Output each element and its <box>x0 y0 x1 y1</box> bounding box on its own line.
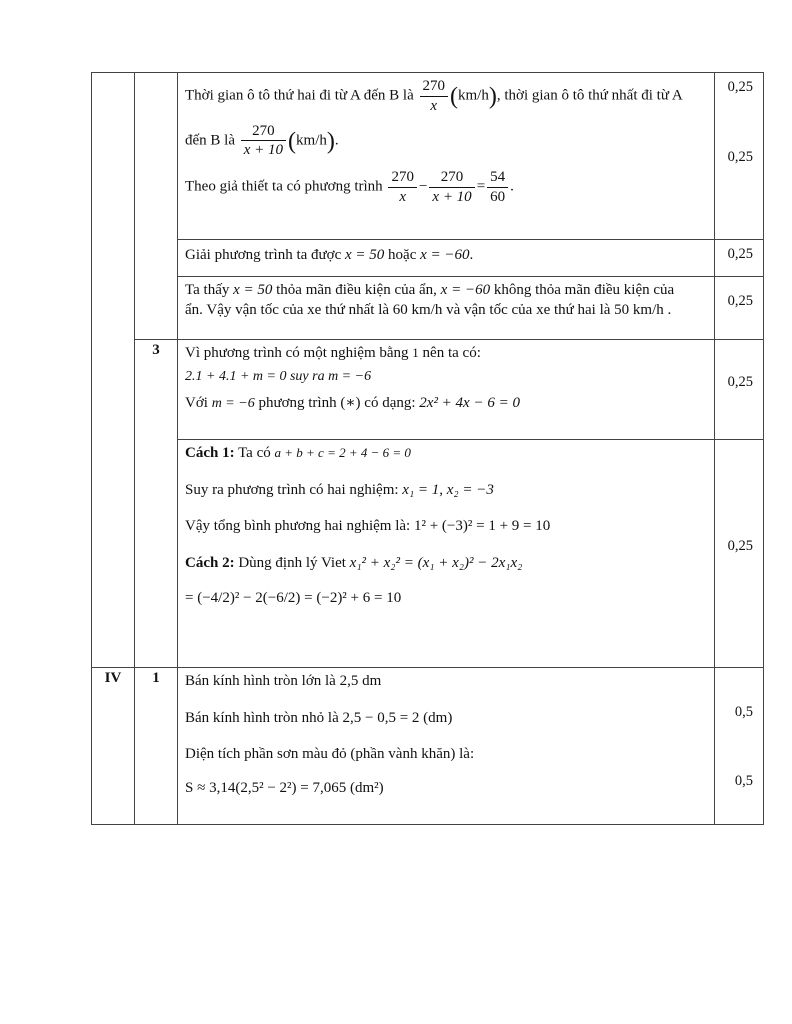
sub-number: 3 <box>135 340 178 668</box>
label: Cách 2: <box>185 554 235 571</box>
numerator: 270 <box>241 122 286 142</box>
math: 1² + (−3)² = 1 + 9 = 10 <box>413 518 551 534</box>
math: m = −6 <box>211 395 255 411</box>
text: Suy ra phương trình có hai nghiệm: <box>185 481 399 498</box>
table-row <box>92 440 764 668</box>
label: Cách 1: <box>185 445 235 461</box>
text: phương trình <box>258 394 337 411</box>
sub-cell-empty <box>135 73 178 340</box>
math: x = 50 <box>233 282 273 298</box>
sub-number: 1 <box>135 668 178 825</box>
text: , thời gian ô tô thứ nhất đi từ A <box>496 87 683 104</box>
content-cell: Thời gian ô tô thứ hai đi từ A đến B là $\frac{270}{x}$ (km/h), thời gian ô tô thứ nhất đi từ A đến B là $\frac{270}{x + 10}$ (km/h). Theo giả thiết ta có phương trình $\frac{270}{x}$ − $\frac{270}{x + 10}$ = $\frac{54}{60}$ . <box>178 73 715 240</box>
denominator: x <box>399 188 407 205</box>
unit: km/h <box>458 87 489 104</box>
table-row <box>92 73 764 240</box>
math: = (−4/2)² − 2(−6/2) = (−2)² + 6 = 10 <box>185 590 402 606</box>
text: Bán kính hình tròn lớn là 2,5 dm <box>185 673 382 689</box>
content-cell <box>178 277 715 340</box>
text: Giải phương trình ta được <box>185 247 342 263</box>
fraction <box>241 122 286 161</box>
math: x₁ = 1, x₂ = −3 <box>402 481 494 498</box>
math: x = −60 <box>420 247 470 263</box>
part-cell-empty <box>92 73 135 668</box>
score-cell <box>715 240 764 277</box>
text: hoặc <box>388 247 417 263</box>
text: Với <box>185 394 208 411</box>
table-row <box>92 240 764 277</box>
content-cell <box>178 240 715 277</box>
fraction <box>420 77 449 116</box>
math: x = −60 <box>440 282 491 298</box>
math: x = 50 <box>345 247 385 263</box>
text: nên ta có: <box>422 345 481 361</box>
denominator: 60 <box>490 188 506 205</box>
fraction <box>429 168 474 207</box>
math: a + b + c = 2 + 4 − 6 = 0 <box>274 445 411 460</box>
math: 2x² + 4x − 6 = 0 <box>419 394 520 411</box>
score: 0,5 <box>734 773 753 789</box>
math: (∗) <box>340 394 361 411</box>
score: 0,25 <box>727 293 753 309</box>
text: Bán kính hình tròn nhỏ là <box>185 709 339 726</box>
score-cell <box>715 440 764 668</box>
unit: km/h <box>296 132 327 149</box>
table-row <box>92 340 764 440</box>
fraction <box>487 168 508 207</box>
text: không thỏa mãn điều kiện của <box>493 282 675 298</box>
text: ẩn. Vậy vận tốc của xe thứ nhất là 60 km/h và vận tốc của xe thứ hai là 50 km/h . <box>185 301 672 318</box>
math: 2.1 + 4.1 + m = 0 suy ra m = −6 <box>185 368 372 384</box>
score-cell <box>715 340 764 440</box>
table-row <box>92 668 764 825</box>
text: có dạng: <box>364 394 416 411</box>
score: 0,25 <box>727 246 753 262</box>
text: Thời gian ô tô thứ hai đi từ A đến B là <box>185 87 414 104</box>
score: 0,25 <box>727 79 753 95</box>
score-cell <box>715 277 764 340</box>
numerator: 270 <box>429 168 474 188</box>
numerator: 270 <box>420 77 449 97</box>
text: Diện tích phần sơn màu đỏ (phần vành khăn) là: <box>185 746 475 762</box>
math: 1 <box>412 345 419 360</box>
fraction <box>388 168 417 207</box>
denominator: x + 10 <box>243 142 284 159</box>
text: thỏa mãn điều kiện của ẩn, <box>276 282 437 298</box>
numerator: 270 <box>388 168 417 188</box>
numerator: 54 <box>487 168 508 188</box>
content-cell <box>178 340 715 440</box>
text: Ta có <box>238 445 271 461</box>
score-cell <box>715 668 764 825</box>
content-cell <box>178 440 715 668</box>
math: 2,5 − 0,5 = 2 (dm) <box>342 709 453 726</box>
denominator: x <box>430 97 438 114</box>
denominator: x + 10 <box>432 188 472 205</box>
text: Vì phương trình có một nghiệm bằng <box>185 345 409 361</box>
text: . <box>469 247 474 263</box>
text: Theo giả thiết ta có phương trình <box>185 178 383 195</box>
table-row <box>92 277 764 340</box>
score: 0,25 <box>727 149 753 165</box>
score-cell <box>715 73 764 240</box>
text: Dùng định lý Viet <box>238 554 346 571</box>
part-number: IV <box>92 668 135 825</box>
content-cell <box>178 668 715 825</box>
text: Vậy tổng bình phương hai nghiệm là: <box>185 518 411 534</box>
score: 0,25 <box>727 538 753 554</box>
score: 0,25 <box>727 374 753 390</box>
score: 0,5 <box>734 704 753 720</box>
answer-table <box>91 72 764 825</box>
math: x₁² + x₂² = (x₁ + x₂)² − 2x₁x₂ <box>349 554 523 571</box>
math: S ≈ 3,14(2,5² − 2²) = 7,065 (dm²) <box>185 779 384 796</box>
text: Ta thấy <box>185 282 230 298</box>
text: đến B là <box>185 132 235 149</box>
